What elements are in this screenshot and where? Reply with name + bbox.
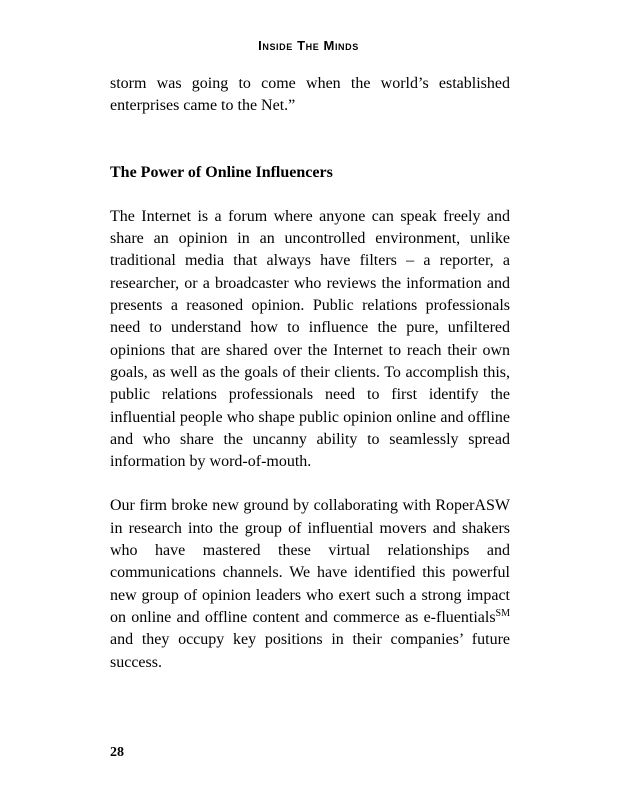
page-number: 28: [110, 745, 124, 760]
paragraph-2-text-before: Our firm broke new ground by collaborating with RoperASW in research into the group of influential movers and shakers who have mastered these virtual relationships and communications channels. We have identified this powerful new group of opinion leaders who exert such a strong impact on online and offline content and commerce as e-fluentials: [110, 497, 510, 626]
running-header: Inside The Minds: [258, 38, 359, 53]
service-mark-superscript: SM: [495, 607, 510, 619]
body-paragraph-1: The Internet is a forum where anyone can speak freely and share an opinion in an uncontrolled environment, unlike traditional media that always have filters – a reporter, a researcher, or a broadcaster who reviews the information and presents a reasoned opinion. Public relations professionals need to understand how to influence the pure, unfiltered opinions that are shared over the Internet to reach their own goals, as well as the goals of their clients. To accomplish this, public relations professionals need to first identify the influential people who shape public opinion online and offline and who share the uncanny ability to seamlessly spread information by word-of-mouth.: [110, 207, 510, 471]
page-body: [110, 73, 510, 674]
paragraph-2-text-after: and they occupy key positions in their companies’ future success.: [110, 631, 510, 671]
body-paragraph-2: [110, 495, 510, 673]
continued-paragraph: storm was going to come when the world’s established enterprises came to the Net.”: [110, 75, 510, 115]
section-heading: The Power of Online Influencers: [110, 163, 333, 181]
